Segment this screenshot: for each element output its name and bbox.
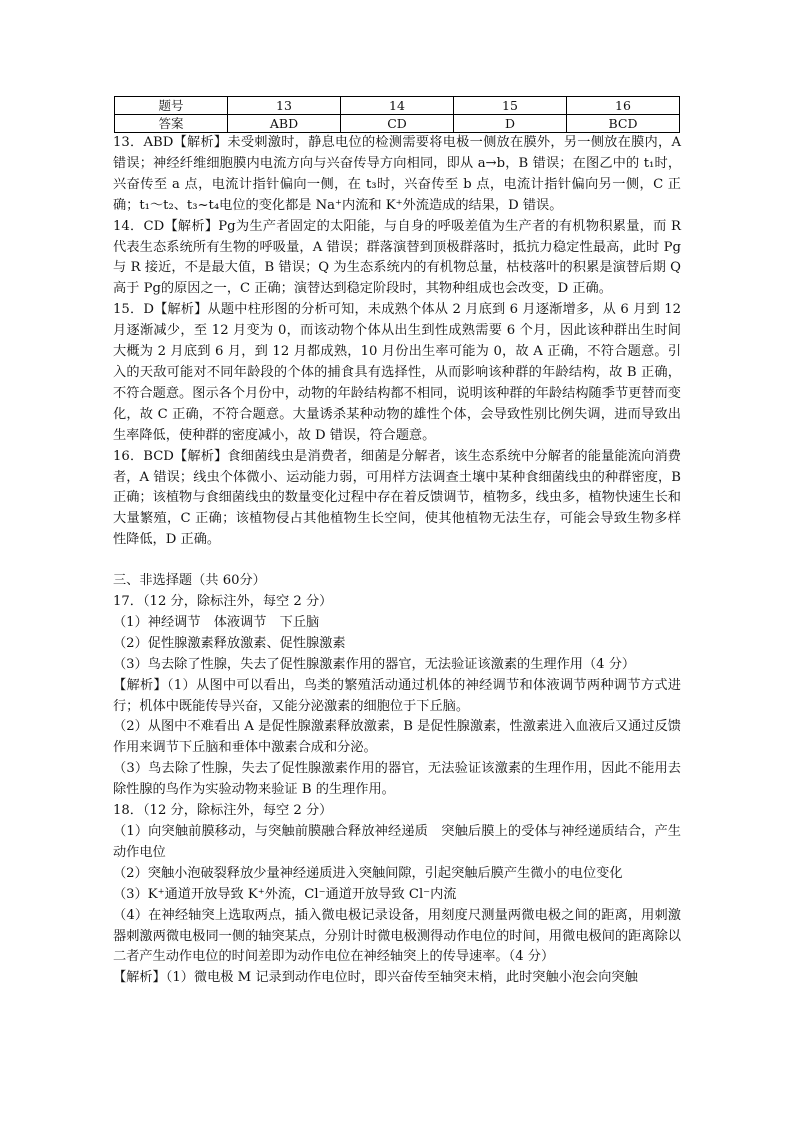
q18-answer-1: （1）向突触前膜移动，与突触前膜融合释放神经递质 突触后膜上的受体与神经递质结合，产生动作电位 (113, 824, 681, 860)
table-cell: BCD (567, 115, 680, 133)
section-title: 三、非选择题（共 60分） (113, 573, 266, 589)
explanation-16: 16．BCD【解析】食细菌线虫是消费者，细菌是分解者，该生态系统中分解者的能量能流向消费者，A 错误；线虫个体微小、运动能力弱，可用样方法调查土壤中某种食细菌线虫的种群密度，B 正确；该植物与食细菌线虫的数量变化过程中存在着反馈调节，植物多，线虫多，植物快速生长和大量繁殖，C 正确；该植物侵占其他植物生长空间，使其他植物无法生存，可能会导致生物多样性降低，D 正确。 (113, 448, 681, 548)
explanation-15: 15．D【解析】从题中柱形图的分析可知，未成熟个体从 2 月底到 6 月逐渐增多，从 6 月到 12 月逐渐减少，至 12 月变为 0，而该动物个体从出生到性成熟需要 6 个月，因此该种群出生时间大概为 2 月底到 6 月，到 12 月都成熟，10 月份出生率可能为 0，故 A 正确，不符合题意。引入的天敌可能对不同年龄段的个体的捕食具有选择性，从而影响该种群的年龄结构，故 B 正确，不符合题意。图示各个月份中，动物的年龄结构都不相同，说明该种群的年龄结构随季节更替而变化，故 C 正确，不符合题意。大量诱杀某种动物的雄性个体，会导致性别比例失调，进而导致出生率降低，使种群的密度减小，故 D 错误，符合题意。 (113, 302, 681, 443)
table-cell: 16 (567, 97, 680, 115)
q17-answer-3: （3）鸟去除了性腺，失去了促性腺激素作用的器官，无法验证该激素的生理作用（4 分） (113, 656, 636, 672)
answer-table-answer-row (115, 115, 680, 133)
q18-answer-4: （4）在神经轴突上选取两点，插入微电极记录设备，用刻度尺测量两微电极之间的距离，用刺激器刺激两微电极同一侧的轴突某点，分别计时微电极测得动作电位的时间，用微电极间的距离除以二者产生动作电位的时间差即为动作电位在神经轴突上的传导速率。（4 分） (113, 907, 681, 965)
table-cell: 题号 (115, 97, 228, 115)
table-cell: 答案 (115, 115, 228, 133)
table-cell: 13 (228, 97, 341, 115)
q17-answer-2: （2）促性腺激素释放激素、促性腺激素 (113, 635, 346, 651)
page (113, 96, 681, 989)
table-cell: D (454, 115, 567, 133)
q17-header: 17．（12 分，除标注外，每空 2 分） (113, 594, 333, 610)
q18-answer-2: （2）突触小泡破裂释放少量神经递质进入突触间隙，引起突触后膜产生微小的电位变化 (113, 865, 623, 881)
q17-analysis-1: 【解析】（1）从图中可以看出，鸟类的繁殖活动通过机体的神经调节和体液调节两种调节方式进行；机体中既能传导兴奋，又能分泌激素的细胞位于下丘脑。 (113, 677, 681, 714)
q17-analysis-2: （2）从图中不难看出 A 是促性腺激素释放激素，B 是促性腺激素，性激素进入血液后又通过反馈作用来调节下丘脑和垂体中激素合成和分泌。 (113, 719, 681, 756)
answer-table-header-row (115, 97, 680, 115)
q17-answer-1: （1）神经调节 体液调节 下丘脑 (113, 614, 320, 630)
spacer (113, 551, 681, 571)
answer-table (114, 96, 680, 133)
answer-content (113, 133, 681, 989)
q17-analysis-3: （3）鸟去除了性腺，失去了促性腺激素作用的器官，无法验证该激素的生理作用，因此不能用去除性腺的鸟作为实验动物来验证 B 的生理作用。 (113, 761, 681, 798)
q18-answer-3: （3）K⁺通道开放导致 K⁺外流，Cl⁻通道开放导致 Cl⁻内流 (113, 886, 457, 902)
table-cell: CD (341, 115, 454, 133)
explanation-14: 14．CD【解析】Pg为生产者固定的太阳能，与自身的呼吸差值为生产者的有机物积累量，而 R 代表生态系统所有生物的呼吸量，A 错误；群落演替到顶极群落时，抵抗力稳定性最高，此时 Pg与 R 接近，不是最大值，B 错误；Q 为生态系统内的有机物总量，枯枝落叶的积累是演替后期 Q 高于 Pg的原因之一，C 正确；演替达到稳定阶段时，其物种组成也会改变，D 正确。 (113, 218, 681, 297)
q18-header: 18．（12 分，除标注外，每空 2 分） (113, 803, 333, 819)
table-cell: ABD (228, 115, 341, 133)
table-cell: 15 (454, 97, 567, 115)
q18-analysis-1: 【解析】（1）微电极 M 记录到动作电位时，即兴奋传至轴突末梢，此时突触小泡会向突触 (113, 970, 638, 986)
explanation-13: 13．ABD【解析】未受刺激时，静息电位的检测需要将电极一侧放在膜外，另一侧放在膜内，A 错误；神经纤维细胞膜内电流方向与兴奋传导方向相同，即从 a→b，B 错误；在图乙中的 t₁时，兴奋传至 a 点，电流计指针偏向一侧，在 t₃时，兴奋传至 b 点，电流计指针偏向另一侧，C 正确；t₁～t₂、t₃~t₄电位的变化都是 Na⁺内流和 K⁺外流造成的结果，D 错误。 (113, 135, 681, 213)
table-cell: 14 (341, 97, 454, 115)
